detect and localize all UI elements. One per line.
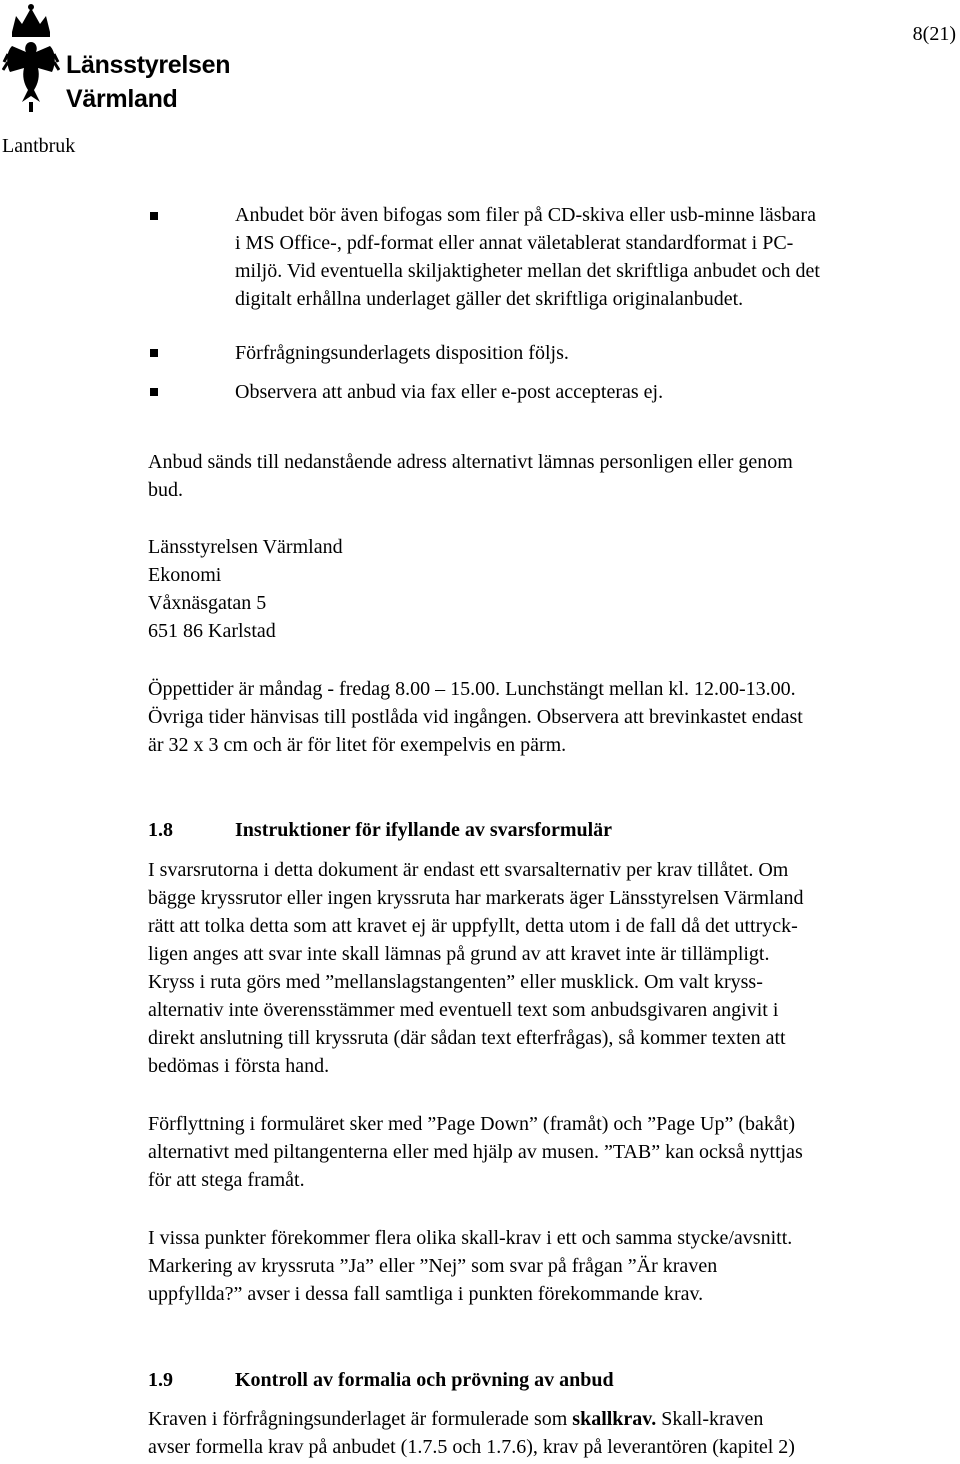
logo-line-1: Länsstyrelsen: [66, 51, 231, 79]
paragraph-line: uppfyllda?” avser i dessa fall samtliga i punkten förekommande krav.: [148, 1283, 704, 1305]
address-line: 651 86 Karlstad: [148, 620, 276, 642]
bullet-icon: [150, 349, 158, 357]
hours-line: Öppettider är måndag - fredag 8.00 – 15.00. Lunchstängt mellan kl. 12.00-13.00.: [148, 678, 796, 700]
paragraph-line: Kryss i ruta görs med ”mellanslagstangenten” eller musklick. Om valt kryss-: [148, 971, 763, 993]
paragraph-line: alternativ inte överensstämmer med eventuell text som anbudsgivaren angivit i: [148, 999, 779, 1021]
logo-line-2: Värmland: [66, 85, 178, 113]
paragraph-line: rätt att tolka detta som att kravet ej är uppfyllt, detta utom i de fall då det uttryck-: [148, 915, 798, 937]
paragraph-line: Förflyttning i formuläret sker med ”Page Down” (framåt) och ”Page Up” (bakåt): [148, 1113, 795, 1135]
paragraph-line: bägge kryssrutor eller ingen kryssruta har markerats äger Länsstyrelsen Värmland: [148, 887, 804, 909]
paragraph-line: [148, 1405, 763, 1433]
hours-line: är 32 x 3 cm och är för litet för exempelvis en pärm.: [148, 734, 567, 756]
section-1-8-title: Instruktioner för ifyllande av svarsformulär: [235, 819, 613, 841]
paragraph-line: avser formella krav på anbudet (1.7.5 och 1.7.6), krav på leverantören (kapitel 2): [148, 1436, 795, 1458]
address-line: Ekonomi: [148, 564, 222, 586]
logo: [0, 0, 230, 120]
bullet-icon: [150, 212, 158, 220]
paragraph-line: direkt anslutning till kryssruta (där sådan text efterfrågas), så kommer texten att: [148, 1027, 786, 1049]
paragraph-line: alternativt med piltangenterna eller med hjälp av musen. ”TAB” kan också nyttjas: [148, 1141, 803, 1163]
text-span: Skall-kraven: [656, 1408, 764, 1430]
paragraph-line: I svarsrutorna i detta dokument är endast ett svarsalternativ per krav tillåtet. Om: [148, 859, 789, 881]
section-1-8-number: 1.8: [148, 819, 173, 841]
bullet-1-line: Anbudet bör även bifogas som filer på CD-skiva eller usb-minne läsbara: [235, 204, 816, 226]
address-line: Våxnäsgatan 5: [148, 592, 267, 614]
address-line: Länsstyrelsen Värmland: [148, 536, 343, 558]
paragraph-line: ligen anges att svar inte skall lämnas på grund av att kravet inte är tillämpligt.: [148, 943, 770, 965]
bullet-1-line: digitalt erhållna underlaget gäller det skriftliga originalanbudet.: [235, 288, 744, 310]
intro-line: bud.: [148, 479, 183, 501]
paragraph-line: I vissa punkter förekommer flera olika skall-krav i ett och samma stycke/avsnitt.: [148, 1227, 793, 1249]
crowned-eagle-icon: [2, 2, 60, 114]
paragraph-line: bedömas i första hand.: [148, 1055, 330, 1077]
paragraph-line: Markering av kryssruta ”Ja” eller ”Nej” som svar på frågan ”Är kraven: [148, 1255, 718, 1277]
bullet-3-line: Observera att anbud via fax eller e-post accepteras ej.: [235, 381, 664, 403]
section-1-9-title: Kontroll av formalia och prövning av anbud: [235, 1369, 614, 1391]
intro-line: Anbud sänds till nedanstående adress alternativt lämnas personligen eller genom: [148, 451, 793, 473]
bold-term: skallkrav.: [572, 1408, 657, 1430]
section-1-9-number: 1.9: [148, 1369, 173, 1391]
bullet-1-line: miljö. Vid eventuella skiljaktigheter mellan det skriftliga anbudet och det: [235, 260, 820, 282]
hours-line: Övriga tider hänvisas till postlåda vid ingången. Observera att brevinkastet endast: [148, 706, 803, 728]
paragraph-line: för att stega framåt.: [148, 1169, 305, 1191]
bullet-2-line: Förfrågningsunderlagets disposition följs.: [235, 342, 569, 364]
bullet-1-line: i MS Office-, pdf-format eller annat väletablerat standardformat i PC-: [235, 232, 794, 254]
page-number: 8(21): [912, 23, 956, 45]
bullet-icon: [150, 388, 158, 396]
department-label: Lantbruk: [2, 135, 76, 157]
text-span: Kraven i förfrågningsunderlaget är formulerade som: [148, 1408, 573, 1430]
